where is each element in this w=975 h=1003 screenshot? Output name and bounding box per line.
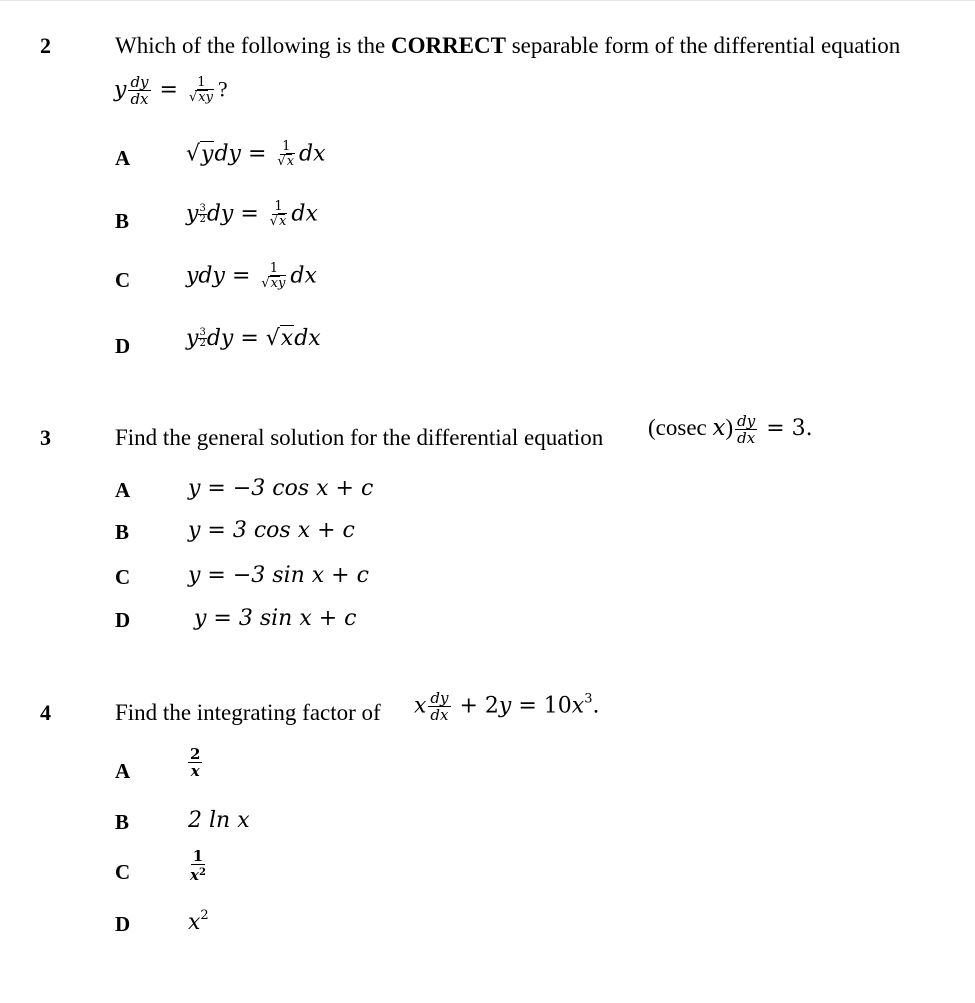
option-text[interactable]: y = 3 cos x + c [188, 518, 355, 543]
option-label[interactable]: D [115, 334, 131, 358]
question-stem: Find the integrating factor of [115, 700, 381, 725]
option-label[interactable]: A [115, 146, 131, 170]
option-text[interactable]: √ydy = $\frac{1}{√x}$ dx [186, 139, 326, 169]
option-text[interactable]: $x^2$ [188, 908, 209, 935]
option-label[interactable]: B [115, 209, 130, 233]
option-text[interactable]: y $\frac{3}{2}$ dy = $\frac{1}{√x}$ dx [186, 199, 318, 229]
option-text[interactable]: y $\frac{3}{2}$ dy = √xdx [186, 326, 321, 351]
question-equation: x $\frac{dy}{dx}$ + $2y = 10x^3$. [414, 689, 600, 724]
option-text[interactable]: y = −3 sin x + c [188, 563, 369, 588]
option-label[interactable]: D [115, 608, 131, 632]
question-stem: Find the general solution for the differential equation [115, 425, 604, 450]
question-equation: (cosec x) $\frac{dy}{dx}$ = 3. [648, 412, 813, 447]
option-text[interactable]: ydy = $\frac{1}{√xy}$ dx [186, 261, 317, 291]
option-text[interactable]: $\frac{2}{x}$ [190, 745, 201, 780]
option-label[interactable]: B [115, 520, 130, 544]
option-label[interactable]: D [115, 912, 131, 936]
question-number: 4 [40, 700, 51, 725]
option-label[interactable]: C [115, 860, 131, 884]
question-equation: y $\frac{dy}{dx}$ = $\frac{1}{√xy}$ ? [114, 73, 228, 108]
option-text[interactable]: $\frac{1}{x^2}$ [190, 847, 206, 884]
question-stem: Which of the following is the CORRECT separable form of the differential equation [115, 33, 901, 58]
top-divider [0, 0, 975, 1]
option-label[interactable]: A [115, 759, 131, 783]
question-number: 2 [40, 33, 51, 58]
option-label[interactable]: C [115, 565, 131, 589]
option-label[interactable]: C [115, 268, 131, 292]
option-label[interactable]: A [115, 478, 131, 502]
option-text[interactable]: y = 3 sin x + c [194, 606, 357, 631]
question-number: 3 [40, 425, 51, 450]
option-label[interactable]: B [115, 810, 130, 834]
option-text[interactable]: 2 ln x [188, 808, 250, 833]
option-text[interactable]: y = −3 cos x + c [188, 476, 374, 501]
